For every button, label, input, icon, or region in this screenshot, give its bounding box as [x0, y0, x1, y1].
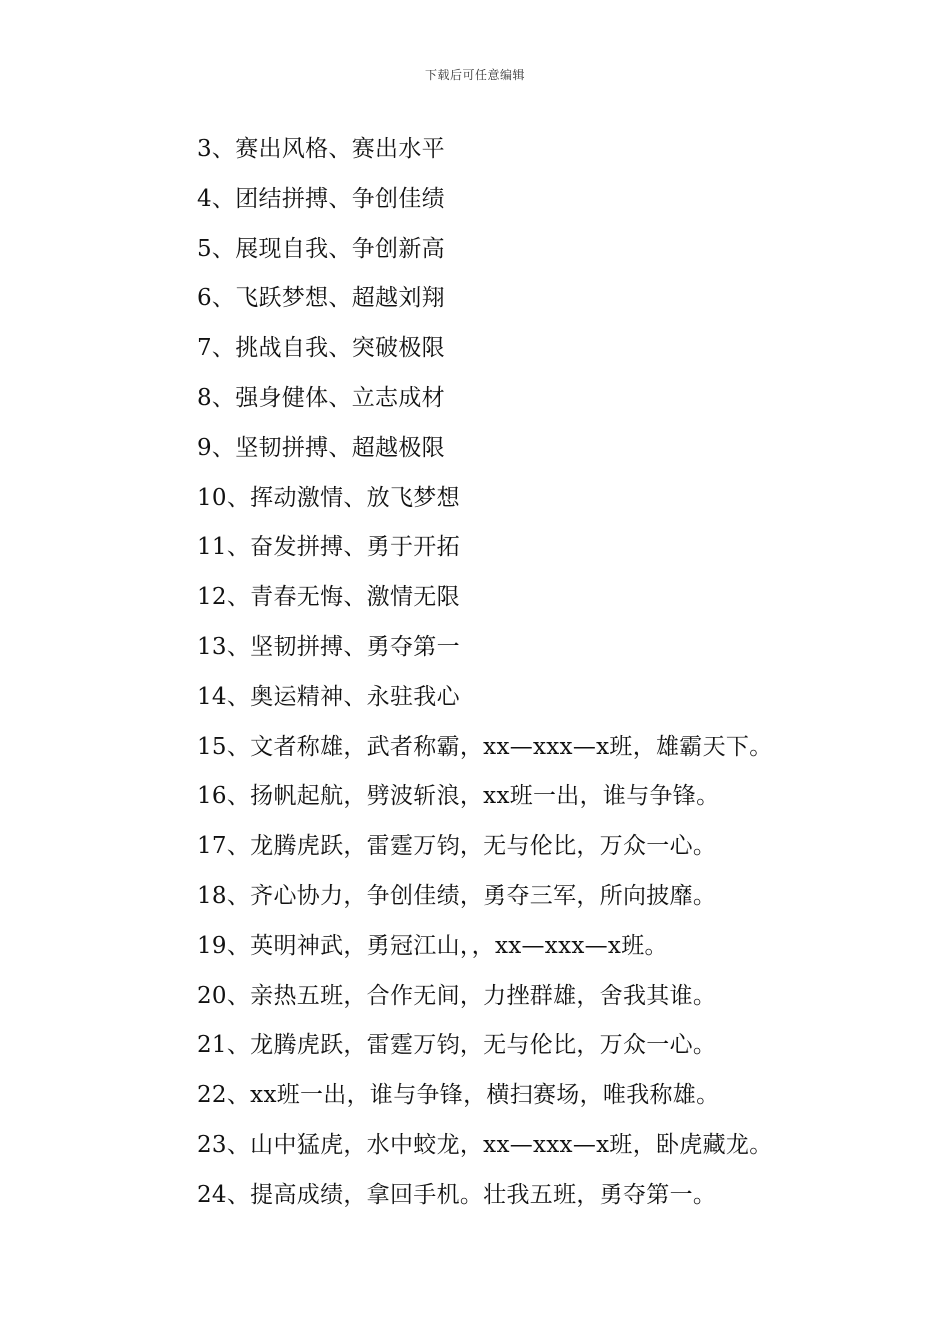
list-item: 17、龙腾虎跃，雷霆万钧，无与伦比，万众一心。 [197, 833, 717, 860]
list-item: 15、文者称雄，武者称霸，xx—xxx—x班，雄霸天下。 [197, 733, 773, 760]
list-item: 14、奥运精神、永驻我心 [197, 683, 460, 710]
list-item: 6、飞跃梦想、超越刘翔 [197, 285, 445, 312]
list-item: 18、齐心协力，争创佳绩，勇夺三军，所向披靡。 [197, 882, 717, 909]
page-header-note: 下载后可任意编辑 [424, 68, 525, 82]
list-item: 22、xx班一出，谁与争锋，横扫赛场，唯我称雄。 [197, 1082, 720, 1109]
list-item: 9、坚韧拼搏、超越极限 [197, 434, 445, 461]
list-item: 16、扬帆起航，劈波斩浪，xx班一出，谁与争锋。 [197, 783, 720, 810]
list-item: 21、龙腾虎跃，雷霆万钧，无与伦比，万众一心。 [197, 1032, 717, 1059]
list-item: 23、山中猛虎，水中蛟龙，xx—xxx—x班，卧虎藏龙。 [197, 1131, 773, 1158]
list-item: 19、英明神武，勇冠江山，，xx—xxx—x班。 [197, 932, 668, 959]
slogan-list [197, 131, 917, 1227]
list-item: 4、团结拼搏、争创佳绩 [197, 185, 445, 212]
list-item: 3、赛出风格、赛出水平 [197, 136, 445, 162]
list-item: 7、挑战自我、突破极限 [197, 335, 445, 362]
list-item: 13、坚韧拼搏、勇夺第一 [197, 633, 460, 660]
list-item: 11、奋发拼搏、勇于开拓 [197, 534, 460, 561]
list-item: 24、提高成绩，拿回手机。壮我五班，勇夺第一。 [197, 1181, 717, 1208]
list-item: 5、展现自我、争创新高 [197, 235, 445, 262]
list-item: 8、强身健体、立志成材 [197, 384, 445, 411]
list-item: 12、青春无悔、激情无限 [197, 584, 460, 611]
list-item: 10、挥动激情、放飞梦想 [197, 484, 460, 511]
list-item: 20、亲热五班，合作无间，力挫群雄，舍我其谁。 [197, 982, 717, 1009]
